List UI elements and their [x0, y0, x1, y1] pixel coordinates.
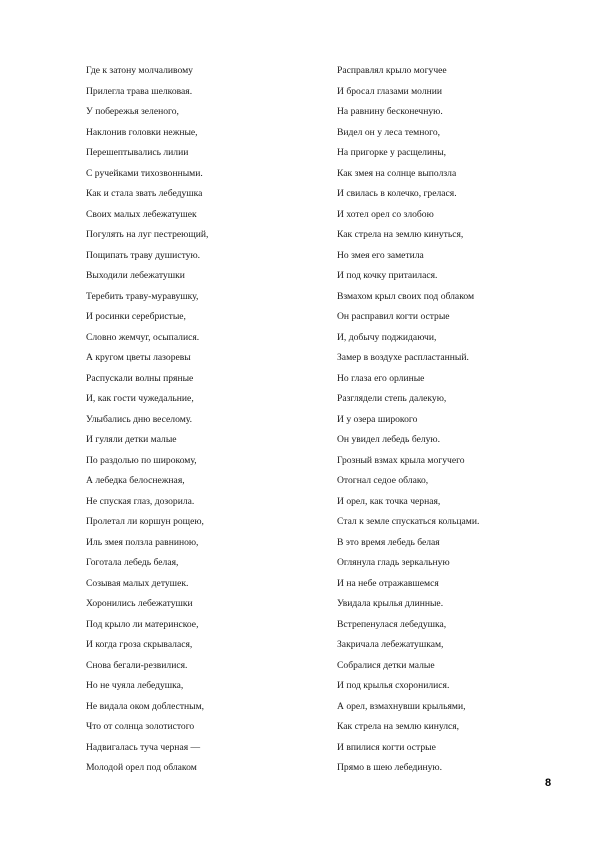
- poem-line: Он расправил когти острые: [337, 311, 450, 322]
- poem-line: И орел, как точка черная,: [337, 495, 441, 507]
- poem-line: Как стрела на землю кинулся,: [337, 721, 460, 732]
- poem-line: Молодой орел под облаком: [86, 762, 197, 773]
- poem-line: С ручейками тихозвонными.: [86, 167, 203, 179]
- poem-line: Пролетал ли коршун рощею,: [86, 516, 204, 527]
- poem-line: Оглянула гладь зеркальную: [337, 557, 450, 568]
- poem-line: Как змея на солнце выползла: [337, 167, 457, 179]
- poem-line: Гоготала лебедь белая,: [86, 557, 179, 568]
- poem-line: Он увидел лебедь белую.: [337, 434, 440, 445]
- poem-column-left: [86, 61, 326, 779]
- poem-line: И бросал глазами молнии: [337, 85, 443, 97]
- poem-line: Увидала крылья длинные.: [337, 598, 444, 609]
- poem-line: И когда гроза скрывалася,: [86, 639, 193, 650]
- poem-line: Под крыло ли материнское,: [86, 618, 199, 630]
- poem-line: Выходили лебежатушки: [86, 270, 185, 281]
- poem-line: И впилися когти острые: [337, 741, 436, 753]
- poem-line: Прилегла трава шелковая.: [86, 85, 193, 97]
- poem-line: Наклонив головки нежные,: [86, 126, 198, 138]
- poem-line: Словно жемчуг, осыпалися.: [86, 331, 200, 343]
- poem-line: Разглядели степь далекую,: [337, 393, 447, 404]
- poem-line: Грозный взмах крыла могучего: [337, 454, 465, 466]
- poem-line: Хоронились лебежатушки: [86, 598, 193, 609]
- poem-line: И росинки серебристые,: [86, 311, 186, 322]
- poem-line: Стал к земле спускаться кольцами.: [337, 516, 480, 527]
- poem-line: На пригорке у расщелины,: [337, 147, 447, 158]
- poem-line: Замер в воздухе распластанный.: [337, 352, 469, 363]
- poem-line: Улыбались дню веселому.: [86, 413, 193, 425]
- poem-line: И, как гости чужедальние,: [86, 393, 194, 404]
- poem-line: Прямо в шею лебединую.: [337, 762, 442, 773]
- poem-line: Не спуская глаз, дозорила.: [86, 495, 195, 507]
- poem-line: Где к затону молчаливому: [86, 65, 193, 76]
- poem-line: Закричала лебежатушкам,: [337, 639, 444, 650]
- poem-line: Пощипать траву душистую.: [86, 249, 201, 261]
- poem-line: И хотел орел со злобою: [337, 208, 434, 220]
- poem-line: Перешептывались лилии: [86, 147, 189, 158]
- poem-line: И у озера широкого: [337, 413, 418, 425]
- poem-line: Что от солнца золотистого: [86, 721, 195, 732]
- poem-line: Но змея его заметила: [337, 249, 424, 261]
- poem-line: Снова бегали-резвилися.: [86, 659, 188, 671]
- poem-line: Созывая малых детушек.: [86, 577, 189, 589]
- poem-line: Встрепенулася лебедушка,: [337, 618, 447, 630]
- poem-line: И под кочку притаилася.: [337, 270, 438, 281]
- poem-column-right: [337, 61, 587, 779]
- poem-line: Видел он у леса темного,: [337, 126, 441, 138]
- poem-line: Теребить траву-муравушку,: [86, 290, 199, 302]
- poem-line: А кругом цветы лазоревы: [86, 352, 191, 363]
- poem-line: Но не чуяла лебедушка,: [86, 680, 184, 691]
- poem-line: И, добычу поджидаючи,: [337, 331, 437, 343]
- poem-line: Надвигалась туча черная —: [86, 741, 201, 753]
- poem-line: И на небе отражавшемся: [337, 577, 439, 589]
- poem-line: Но глаза его орлиные: [337, 372, 425, 384]
- poem-line: Отогнал седое облако,: [337, 475, 429, 486]
- poem-line: По раздолью по широкому,: [86, 454, 197, 466]
- poem-line: На равнину бесконечную.: [337, 106, 443, 117]
- poem-line: И свилась в колечко, грелася.: [337, 188, 457, 199]
- poem-line: Расправлял крыло могучее: [337, 65, 447, 76]
- poem-line: И под крылья схоронилися.: [337, 680, 450, 691]
- page-number: 8: [545, 777, 552, 789]
- poem-line: Не видала оком доблестным,: [86, 700, 205, 712]
- poem-line: Взмахом крыл своих под облаком: [337, 290, 475, 302]
- poem-line: Распускали волны пряные: [86, 372, 194, 384]
- poem-line: Как и стала звать лебедушка: [86, 188, 203, 199]
- poem-line: Как стрела на землю кинуться,: [337, 229, 464, 240]
- poem-line: А лебедка белоснежная,: [86, 475, 185, 486]
- poem-line: В это время лебедь белая: [337, 536, 440, 548]
- poem-line: И гуляли детки малые: [86, 434, 177, 445]
- poem-line: Собралися детки малые: [337, 659, 435, 671]
- poem-line: У побережья зеленого,: [86, 106, 179, 117]
- poem-line: Своих малых лебежатушек: [86, 208, 197, 220]
- poem-line: Погулять на луг пестреющий,: [86, 229, 209, 240]
- poem-line: А орел, взмахнувши крыльями,: [337, 700, 466, 712]
- poem-line: Иль змея ползла равниною,: [86, 536, 199, 548]
